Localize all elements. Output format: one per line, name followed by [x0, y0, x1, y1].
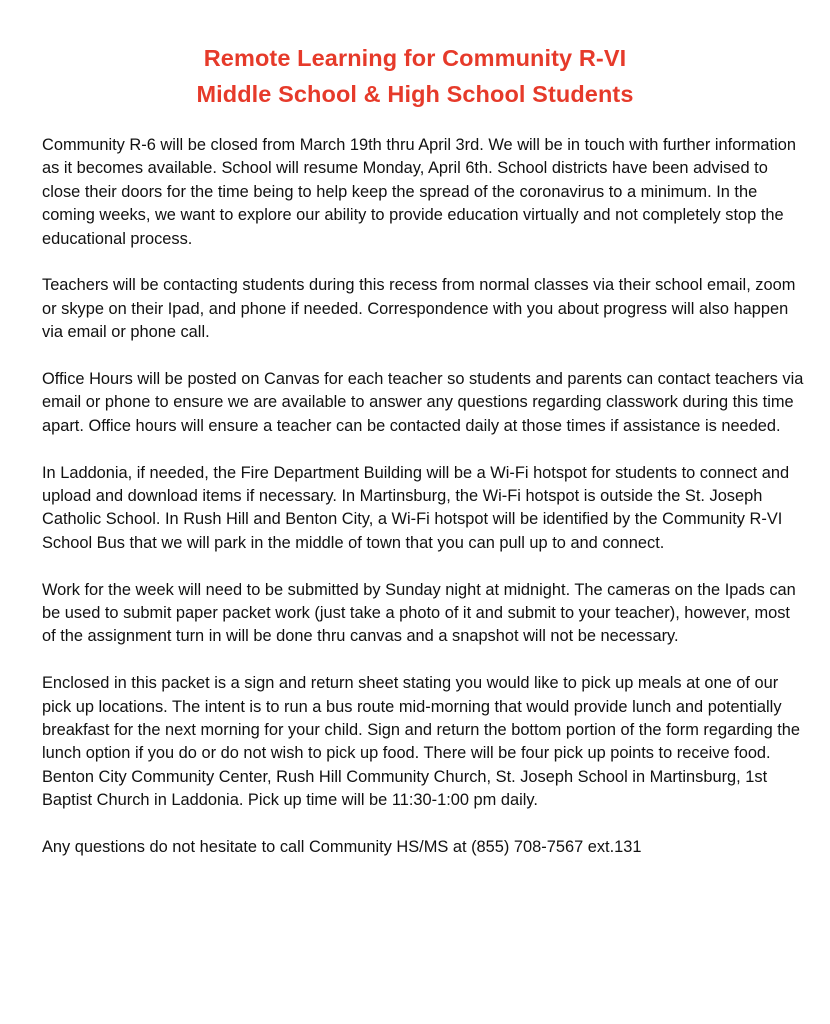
title-line-1: Remote Learning for Community R-VI — [203, 45, 627, 71]
paragraph-teacher-contact: Teachers will be contacting students during this recess from normal classes via their school email, zoom or skype on their Ipad, and phone if needed. Correspondence with you about progress will also happen via email or phone call. — [42, 276, 796, 342]
paragraph-meal-pickup: Enclosed in this packet is a sign and return sheet stating you would like to pick up meals at one of our pick up locations. The intent is to run a bus route mid-morning that would provide lunch and potentially breakfast for the next morning for your child. Sign and return the bottom portion of the form regarding the lunch option if you do or do not wish to pick up food. There will be four pick up points to receive food. Benton City Community Center, Rush Hill Community Church, St. Joseph School in Martinsburg, 1st Baptist Church in Laddonia. Pick up time will be 11:30-1:00 pm daily. — [42, 674, 801, 810]
document-title — [0, 40, 830, 112]
paragraph-wifi-hotspots: In Laddonia, if needed, the Fire Department Building will be a Wi-Fi hotspot for students to connect and upload and download items if necessary. In Martinsburg, the Wi-Fi hotspot is outside the St. Joseph Catholic School. In Rush Hill and Benton City, a Wi-Fi hotspot will be identified by the Community R-VI School Bus that we will park in the middle of town that you can pull up to and connect. — [42, 463, 790, 552]
paragraph-closure-notice: Community R-6 will be closed from March 19th thru April 3rd. We will be in touch with further information as it becomes available. School will resume Monday, April 6th. School districts have been advised to close their doors for the time being to help keep the spread of the coronavirus to a minimum. In the coming weeks, we want to explore our ability to provide education virtually and not completely stop the educational process. — [42, 136, 796, 248]
paragraph-contact-info: Any questions do not hesitate to call Community HS/MS at (855) 708-7567 ext.131 — [42, 838, 642, 857]
paragraph-office-hours: Office Hours will be posted on Canvas for each teacher so students and parents can contact teachers via email or phone to ensure we are available to answer any questions regarding classwork during this time apart. Office hours will ensure a teacher can be contacted daily at those times if assistance is needed. — [42, 370, 804, 435]
title-line-2: Middle School & High School Students — [196, 81, 634, 107]
document-body — [42, 134, 806, 860]
paragraph-work-submission: Work for the week will need to be submitted by Sunday night at midnight. The cameras on the Ipads can be used to submit paper packet work (just take a photo of it and submit to your teacher), however, most of the assignment turn in will be done thru canvas and a snapshot will not be necessary. — [42, 580, 796, 646]
